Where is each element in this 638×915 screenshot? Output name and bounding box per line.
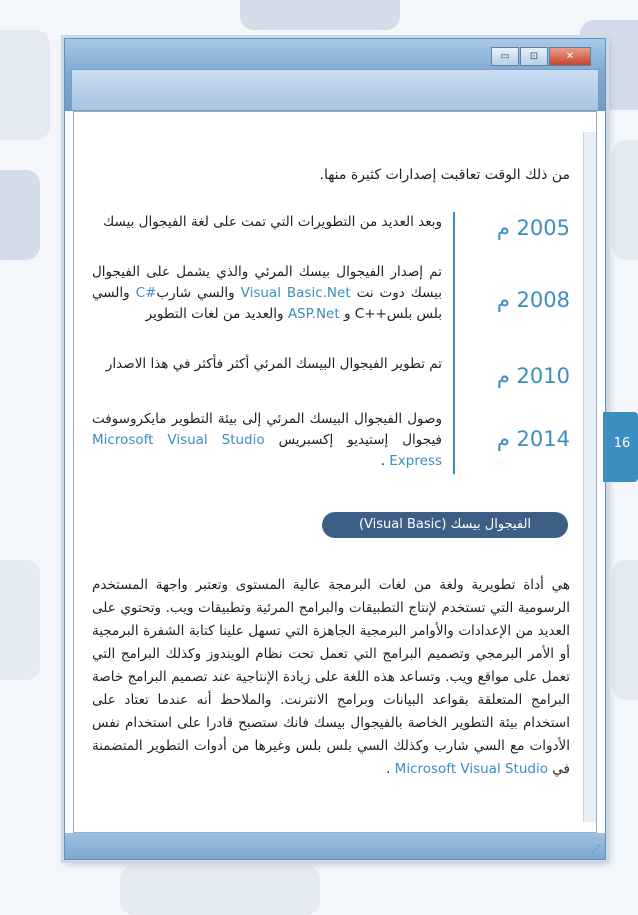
restore-icon[interactable]: ⊡ — [520, 47, 548, 66]
timeline-text — [92, 262, 442, 325]
body-text: هي أداة تطويرية ولغة من لغات البرمجة عالية المستوى وتعتبر واجهة المستخدم الرسومية التي تستخدم لإنتاج التطبيقات والبرامج المرئية وتطبيقات ويب. وتحتوي على العديد من الإعدادات والأوامر البرمجية الجاهزة التي تسهل علينا كتابة الشفرة البرمجية أو الأمر البرمجي وتصميم البرامج التي تعمل تحت نظام الويندوز وكذلك البرامج التي تعمل على مواقع ويب. وتساعد هذه اللغة على زيادة الإنتاجية عند تصميم البرامج خاصة البرامج المتعلقة بقواعد البيانات وبرامج الانترنت. والملاحظ أنه عندما تعتاد على استخدام بيئة التطوير الخاصة بالفيجوال بيسك فانك ستصبح قادرا على استخدام نفس الأدوات مع السي شارب وكذلك السي بلس بلس وغيرها من أدوات التطوير المتضمنة في — [92, 577, 570, 777]
term-highlight: Visual Basic.Net — [240, 285, 351, 301]
background-block — [0, 560, 40, 680]
term-highlight: Microsoft Visual Studio — [394, 761, 548, 777]
window-controls — [490, 47, 591, 65]
timeline-year: 2005 م — [496, 216, 570, 240]
timeline-text-part: والعديد من لغات التطوير — [145, 306, 288, 322]
timeline-text-part: تم إصدار الفيجوال بيسك المرئي والذي يشمل على الفيجوال بيسك دوت نت — [92, 264, 442, 301]
status-bar — [65, 833, 605, 859]
term-highlight: Microsoft Visual Studio Express — [92, 432, 442, 469]
title-bar — [65, 39, 605, 111]
timeline-divider — [453, 212, 455, 474]
close-icon[interactable]: ✕ — [549, 47, 591, 66]
term-highlight: #C — [135, 285, 157, 301]
section-title-badge: الفيجوال بيسك (Visual Basic) — [322, 512, 568, 538]
minimize-icon[interactable]: ▭ — [491, 47, 519, 66]
background-block — [0, 30, 50, 140]
background-block — [240, 0, 400, 30]
intro-text: من ذلك الوقت تعاقبت إصدارات كثيرة منها. — [319, 167, 570, 183]
background-block — [0, 170, 40, 260]
timeline-text-part: . — [380, 453, 390, 469]
background-block — [120, 865, 320, 915]
timeline-year: 2010 م — [496, 364, 570, 388]
vertical-scrollbar[interactable] — [583, 132, 596, 822]
timeline-year: 2014 م — [496, 427, 570, 451]
timeline-year: 2008 م — [496, 288, 570, 312]
timeline-text — [92, 409, 442, 472]
body-paragraph — [92, 574, 570, 781]
timeline-text-part: والسي شارب — [156, 285, 241, 301]
page-number: 16 — [613, 436, 631, 451]
timeline-text-part: وصول الفيجوال البيسك المرئي إلى بيئة التطوير مايكروسوفت فيجوال إستيديو إكسبريس — [92, 411, 442, 448]
body-text-end: . — [386, 761, 395, 777]
timeline-text: وبعد العديد من التطويرات التي تمت على لغة الفيجوال بيسك — [103, 214, 442, 230]
resize-grip-icon[interactable]: ⋰ — [591, 844, 601, 855]
term-highlight: ASP.Net — [287, 306, 340, 322]
background-block — [612, 560, 638, 700]
toolbar-strip — [71, 69, 599, 111]
timeline-text-part: والسي بلس بلس++C و — [92, 285, 442, 322]
background-block — [612, 140, 638, 260]
timeline-text: تم تطوير الفيجوال البيسك المرئي أكثر فأكثر في هذا الاصدار — [105, 356, 442, 372]
